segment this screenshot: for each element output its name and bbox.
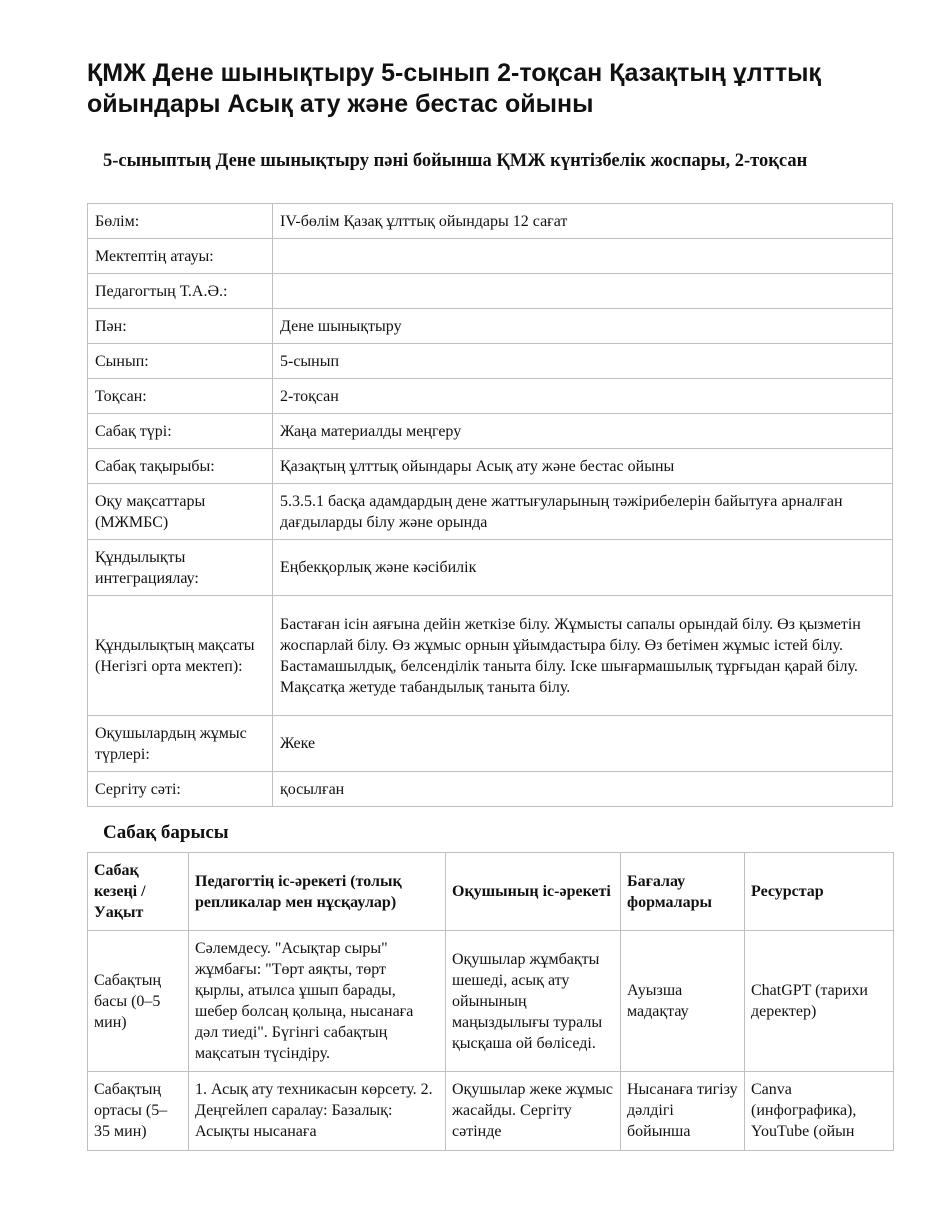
lesson-cell-text: Сабақтың ортасы (5–35 мин) [94,1081,168,1140]
lesson-cell [745,931,894,1072]
info-table [87,203,893,807]
lesson-header-cell: Бағалау формалары [621,853,745,931]
lesson-row [88,1072,894,1151]
lesson-row [88,931,894,1072]
info-label: Тоқсан: [88,379,273,414]
info-value [273,274,893,309]
lesson-header-cell: Педагогтің іс-әрекеті (толық репликалар мен нұсқаулар) [189,853,446,931]
lesson-cell [621,1072,745,1151]
info-label: Оқушылардың жұмыс түрлері: [88,716,273,772]
info-label: Бөлім: [88,204,273,239]
lesson-cell [446,1072,621,1151]
lesson-cell-text: Сабақтың басы (0–5 мин) [94,971,162,1031]
info-row [88,204,893,239]
lesson-header-row [88,853,894,931]
lesson-cell [88,931,189,1072]
lesson-header-cell: Ресурстар [745,853,894,931]
info-value: Қазақтың ұлттық ойындары Асық ату және бестас ойыны [273,449,893,484]
lesson-header-cell: Сабақ кезеңі / Уақыт [88,853,189,931]
info-row [88,344,893,379]
info-label: Сергіту сәті: [88,772,273,807]
info-label: Педагогтың Т.А.Ә.: [88,274,273,309]
info-label: Сабақ тақырыбы: [88,449,273,484]
info-row [88,716,893,772]
lesson-cell-text: ChatGPT (тарихи деректер) [751,982,868,1020]
page-title: ҚМЖ Дене шынықтыру 5-сынып 2-тоқсан Қазақтың ұлттық ойындары Асық ату және бестас ойыны [87,59,821,118]
info-value: Бастаған ісін аяғына дейін жеткізе білу. Жұмысты сапалы орындай білу. Өз қызметін жоспарлай білу. Өз жұмыс орнын ұйымдастыра білу. Өз бетімен жұмыс істей білу. Бастамашылдық, белсенділік таныта білу. Іске шығармашылық тұрғыдан қарай білу. Мақсатқа жетуде табандылық таныта білу. [273,596,893,716]
info-value: қосылған [273,772,893,807]
info-label: Құндылықтың мақсаты (Негізгі орта мектеп): [88,596,273,716]
info-row [88,274,893,309]
info-label: Құндылықты интеграциялау: [88,540,273,596]
info-label: Сабақ түрі: [88,414,273,449]
info-label: Пән: [88,309,273,344]
info-label: Сынып: [88,344,273,379]
info-value: Жаңа материалды меңгеру [273,414,893,449]
info-label: Оқу мақсаттары (МЖМБС) [88,484,273,540]
lesson-cell [745,1072,894,1151]
info-label: Мектептің атауы: [88,239,273,274]
info-value [273,239,893,274]
info-row [88,449,893,484]
plan-subtitle: 5-сыныптың Дене шынықтыру пәні бойынша ҚМЖ күнтізбелік жоспары, 2-тоқсан [103,151,808,171]
lesson-cell-text: Ауызша мадақтау [627,982,689,1020]
info-value: 5-сынып [273,344,893,379]
info-value: Еңбекқорлық және кәсібилік [273,540,893,596]
lesson-cell-text: Сәлемдесу. "Асықтар сыры" жұмбағы: "Төрт аяқты, төрт қырлы, атылса ұшып барады, шебер болсаң қолыңа, нысанаға дәл тиеді". Бүгінгі сабақтың мақсатын түсіндіру. [195,940,414,1062]
info-value: IV-бөлім Қазақ ұлттық ойындары 12 сағат [273,204,893,239]
lesson-cell [446,931,621,1072]
lesson-table [87,852,894,1151]
info-value: Дене шынықтыру [273,309,893,344]
info-row [88,484,893,540]
lesson-cell-text: 1. Асық ату техникасын көрсету. 2. Деңгейлеп саралау: Базалық: Асықты нысанаға [195,1081,433,1140]
lesson-cell-text: Canva (инфографика), YouTube (ойын [751,1081,857,1140]
info-value: 5.3.5.1 басқа адамдардың дене жаттығуларының тәжірибелерін байытуға арналған дағдыларды білу және орында [273,484,893,540]
lesson-cell [621,931,745,1072]
lesson-cell-text: Оқушылар жұмбақты шешеді, асық ату ойынының маңыздылығы туралы қысқаша ой бөліседі. [452,950,603,1052]
lesson-header-cell: Оқушының іс-әрекеті [446,853,621,931]
lesson-cell-text: Оқушылар жеке жұмыс жасайды. Сергіту сәтінде [452,1081,613,1140]
lesson-cell-text: Нысанаға тигізу дәлдігі бойынша [627,1081,738,1140]
lesson-cell [88,1072,189,1151]
lesson-cell [189,1072,446,1151]
info-row [88,596,893,716]
info-row [88,309,893,344]
info-row [88,239,893,274]
section-title: Сабақ барысы [103,822,229,843]
info-row [88,772,893,807]
info-value: 2-тоқсан [273,379,893,414]
info-row [88,379,893,414]
info-value: Жеке [273,716,893,772]
info-row [88,414,893,449]
info-row [88,540,893,596]
lesson-cell [189,931,446,1072]
